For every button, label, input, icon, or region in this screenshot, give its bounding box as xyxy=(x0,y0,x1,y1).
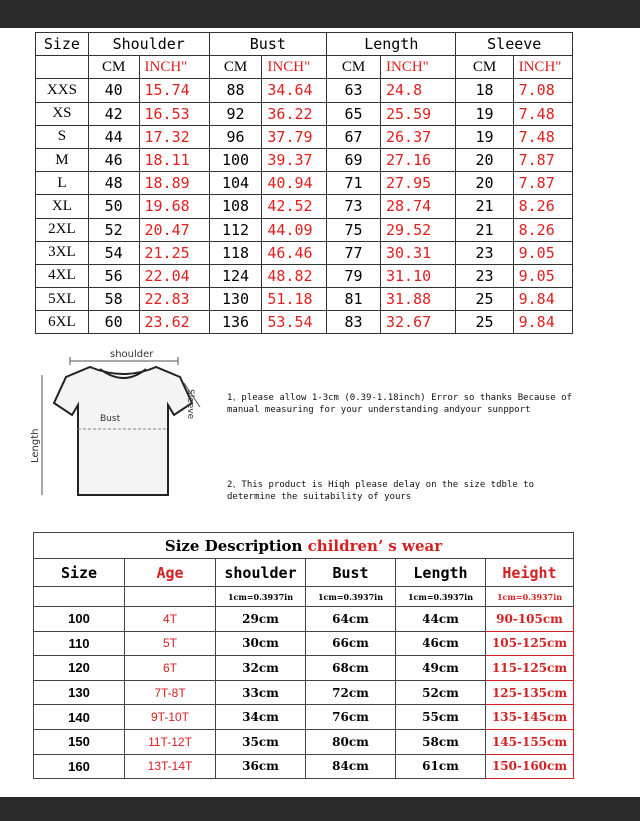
shoulder-label: shoulder xyxy=(110,349,154,360)
adult-cell-shoulder-in: 23.62 xyxy=(139,311,209,334)
kids-cell-age: 6T xyxy=(125,656,216,681)
adult-cell-sleeve-cm: 23 xyxy=(456,241,513,264)
kids-cell-shoulder: 33cm xyxy=(216,680,306,705)
adult-cell-shoulder-cm: 46 xyxy=(88,148,139,171)
length-label: Length xyxy=(30,428,41,463)
adult-cell-sleeve-in: 7.87 xyxy=(513,172,572,195)
adult-cell-sleeve-in: 9.84 xyxy=(513,311,572,334)
adult-cell-length-cm: 77 xyxy=(327,241,381,264)
kids-cell-size: 100 xyxy=(34,607,125,632)
adult-cell-bust-in: 51.18 xyxy=(262,288,327,311)
kids-title-red: children’ s wear xyxy=(307,536,443,555)
adult-cell-bust-in: 37.79 xyxy=(262,125,327,148)
kids-cell-shoulder: 35cm xyxy=(216,729,306,754)
kids-cell-shoulder: 29cm xyxy=(216,607,306,632)
adult-cell-length-in: 32.67 xyxy=(381,311,456,334)
adult-cell-shoulder-in: 21.25 xyxy=(139,241,209,264)
adult-cell-sleeve-cm: 20 xyxy=(456,172,513,195)
tshirt-icon xyxy=(54,367,192,495)
adult-cell-sleeve-cm: 19 xyxy=(456,125,513,148)
adult-size-row xyxy=(36,264,573,287)
adult-cell-sleeve-in: 8.26 xyxy=(513,195,572,218)
kids-size-row xyxy=(34,754,574,779)
adult-cell-bust-cm: 104 xyxy=(209,172,262,195)
adult-cell-length-cm: 83 xyxy=(327,311,381,334)
adult-cell-bust-in: 46.46 xyxy=(262,241,327,264)
kids-cell-age: 13T-14T xyxy=(125,754,216,779)
adult-cell-length-cm: 71 xyxy=(327,172,381,195)
adult-size-row xyxy=(36,102,573,125)
adult-cell-length-in: 28.74 xyxy=(381,195,456,218)
adult-cell-shoulder-cm: 48 xyxy=(88,172,139,195)
kids-cell-height: 90-105cm xyxy=(486,607,574,632)
inch-unit: INCH" xyxy=(139,56,209,79)
kids-size-row xyxy=(34,631,574,656)
adult-size-row xyxy=(36,288,573,311)
adult-size-row xyxy=(36,125,573,148)
adult-cell-sleeve-cm: 19 xyxy=(456,102,513,125)
adult-cell-length-cm: 67 xyxy=(327,125,381,148)
adult-cell-size: 6XL xyxy=(36,311,89,334)
kids-cell-shoulder: 36cm xyxy=(216,754,306,779)
adult-cell-sleeve-cm: 20 xyxy=(456,148,513,171)
kids-cell-size: 140 xyxy=(34,705,125,730)
adult-cell-size: XXS xyxy=(36,79,89,102)
kids-cell-age: 7T-8T xyxy=(125,680,216,705)
kids-length-header: Length xyxy=(396,559,486,587)
adult-cell-shoulder-cm: 40 xyxy=(88,79,139,102)
adult-size-row xyxy=(36,79,573,102)
adult-cell-sleeve-cm: 21 xyxy=(456,195,513,218)
kids-cell-height: 115-125cm xyxy=(486,656,574,681)
kids-unit-row xyxy=(34,587,574,607)
kids-size-row xyxy=(34,680,574,705)
adult-cell-bust-in: 39.37 xyxy=(262,148,327,171)
adult-cell-shoulder-in: 15.74 xyxy=(139,79,209,102)
adult-cell-shoulder-in: 22.04 xyxy=(139,264,209,287)
adult-cell-bust-cm: 124 xyxy=(209,264,262,287)
adult-cell-size: 4XL xyxy=(36,264,89,287)
adult-cell-length-cm: 73 xyxy=(327,195,381,218)
adult-cell-bust-in: 44.09 xyxy=(262,218,327,241)
kids-cell-length: 44cm xyxy=(396,607,486,632)
kids-bust-header: Bust xyxy=(306,559,396,587)
adult-cell-sleeve-cm: 21 xyxy=(456,218,513,241)
adult-cell-length-in: 31.88 xyxy=(381,288,456,311)
kids-size-row xyxy=(34,656,574,681)
adult-cell-length-in: 30.31 xyxy=(381,241,456,264)
adult-cell-bust-cm: 92 xyxy=(209,102,262,125)
kids-cell-height: 150-160cm xyxy=(486,754,574,779)
kids-cell-length: 52cm xyxy=(396,680,486,705)
adult-cell-sleeve-in: 7.48 xyxy=(513,102,572,125)
adult-size-row xyxy=(36,241,573,264)
adult-size-row xyxy=(36,311,573,334)
kids-cell-size: 110 xyxy=(34,631,125,656)
kids-cell-age: 9T-10T xyxy=(125,705,216,730)
adult-cell-size: M xyxy=(36,148,89,171)
kids-cell-shoulder: 34cm xyxy=(216,705,306,730)
kids-title xyxy=(34,533,574,559)
adult-header-row xyxy=(36,33,573,56)
blank-cell xyxy=(125,587,216,607)
adult-cell-size: 3XL xyxy=(36,241,89,264)
adult-cell-sleeve-in: 9.84 xyxy=(513,288,572,311)
adult-cell-shoulder-cm: 56 xyxy=(88,264,139,287)
size-header: Size xyxy=(36,33,89,56)
kids-title-black: Size Description xyxy=(164,536,308,555)
adult-cell-shoulder-in: 17.32 xyxy=(139,125,209,148)
kids-shoulder-header: shoulder xyxy=(216,559,306,587)
adult-cell-length-in: 25.59 xyxy=(381,102,456,125)
kids-cell-length: 55cm xyxy=(396,705,486,730)
kids-cell-age: 5T xyxy=(125,631,216,656)
adult-cell-length-in: 27.95 xyxy=(381,172,456,195)
adult-cell-bust-in: 42.52 xyxy=(262,195,327,218)
kids-cell-height: 145-155cm xyxy=(486,729,574,754)
adult-size-row xyxy=(36,195,573,218)
tshirt-diagram xyxy=(28,345,208,510)
kids-cell-height: 135-145cm xyxy=(486,705,574,730)
kids-size-header: Size xyxy=(34,559,125,587)
blank-cell xyxy=(36,56,89,79)
kids-cell-age: 11T-12T xyxy=(125,729,216,754)
kids-cell-height: 125-135cm xyxy=(486,680,574,705)
kids-length-unit: 1cm=0.3937in xyxy=(396,587,486,607)
kids-cell-length: 58cm xyxy=(396,729,486,754)
adult-cell-sleeve-in: 7.48 xyxy=(513,125,572,148)
adult-cell-length-cm: 81 xyxy=(327,288,381,311)
cm-unit: CM xyxy=(456,56,513,79)
adult-cell-shoulder-cm: 54 xyxy=(88,241,139,264)
adult-cell-sleeve-in: 7.08 xyxy=(513,79,572,102)
kids-cell-bust: 80cm xyxy=(306,729,396,754)
kids-cell-bust: 72cm xyxy=(306,680,396,705)
top-dark-bar xyxy=(0,0,640,28)
adult-cell-sleeve-in: 9.05 xyxy=(513,264,572,287)
adult-cell-bust-cm: 96 xyxy=(209,125,262,148)
bust-header: Bust xyxy=(209,33,327,56)
inch-unit: INCH" xyxy=(262,56,327,79)
note-1: 1、please allow 1-3cm (0.39-1.18inch) Error so thanks Because of manual measuring for your understanding andyour sunpport xyxy=(227,393,572,415)
adult-cell-shoulder-in: 20.47 xyxy=(139,218,209,241)
adult-cell-sleeve-cm: 18 xyxy=(456,79,513,102)
kids-height-header: Height xyxy=(486,559,574,587)
kids-cell-size: 120 xyxy=(34,656,125,681)
kids-height-unit: 1cm=0.3937in xyxy=(486,587,574,607)
adult-cell-length-cm: 69 xyxy=(327,148,381,171)
adult-cell-bust-in: 48.82 xyxy=(262,264,327,287)
adult-cell-bust-cm: 100 xyxy=(209,148,262,171)
kids-bust-unit: 1cm=0.3937in xyxy=(306,587,396,607)
adult-cell-length-in: 26.37 xyxy=(381,125,456,148)
adult-cell-bust-in: 53.54 xyxy=(262,311,327,334)
kids-cell-bust: 66cm xyxy=(306,631,396,656)
adult-cell-bust-in: 34.64 xyxy=(262,79,327,102)
adult-unit-row xyxy=(36,56,573,79)
adult-cell-length-in: 24.8 xyxy=(381,79,456,102)
kids-cell-length: 49cm xyxy=(396,656,486,681)
adult-cell-shoulder-in: 18.89 xyxy=(139,172,209,195)
tshirt-svg xyxy=(28,345,208,510)
cm-unit: CM xyxy=(209,56,262,79)
bust-label: Bust xyxy=(100,414,121,424)
adult-cell-shoulder-cm: 44 xyxy=(88,125,139,148)
shoulder-header: Shoulder xyxy=(88,33,209,56)
adult-cell-shoulder-cm: 60 xyxy=(88,311,139,334)
adult-cell-sleeve-cm: 25 xyxy=(456,311,513,334)
kids-cell-height: 105-125cm xyxy=(486,631,574,656)
adult-cell-sleeve-in: 7.87 xyxy=(513,148,572,171)
adult-cell-size: L xyxy=(36,172,89,195)
adult-cell-length-in: 31.10 xyxy=(381,264,456,287)
adult-cell-bust-cm: 136 xyxy=(209,311,262,334)
note-2: 2、This product is Hiqh please delay on the size tdble to determine the suitability of yours xyxy=(227,480,535,502)
kids-cell-bust: 84cm xyxy=(306,754,396,779)
kids-size-row xyxy=(34,705,574,730)
adult-size-table xyxy=(35,32,573,334)
adult-cell-size: 2XL xyxy=(36,218,89,241)
kids-cell-shoulder: 30cm xyxy=(216,631,306,656)
adult-cell-shoulder-cm: 42 xyxy=(88,102,139,125)
kids-cell-bust: 64cm xyxy=(306,607,396,632)
adult-cell-shoulder-cm: 50 xyxy=(88,195,139,218)
kids-cell-age: 4T xyxy=(125,607,216,632)
kids-header-row xyxy=(34,559,574,587)
adult-cell-sleeve-cm: 23 xyxy=(456,264,513,287)
inch-unit: INCH" xyxy=(381,56,456,79)
adult-cell-size: 5XL xyxy=(36,288,89,311)
kids-cell-size: 160 xyxy=(34,754,125,779)
blank-cell xyxy=(34,587,125,607)
kids-size-row xyxy=(34,729,574,754)
kids-cell-size: 150 xyxy=(34,729,125,754)
adult-size-row xyxy=(36,148,573,171)
adult-cell-length-cm: 79 xyxy=(327,264,381,287)
adult-cell-length-cm: 63 xyxy=(327,79,381,102)
adult-cell-sleeve-in: 8.26 xyxy=(513,218,572,241)
kids-title-row xyxy=(34,533,574,559)
length-header: Length xyxy=(327,33,456,56)
kids-cell-bust: 76cm xyxy=(306,705,396,730)
adult-cell-bust-cm: 118 xyxy=(209,241,262,264)
kids-cell-length: 46cm xyxy=(396,631,486,656)
adult-cell-bust-cm: 112 xyxy=(209,218,262,241)
adult-cell-shoulder-in: 18.11 xyxy=(139,148,209,171)
adult-cell-bust-cm: 130 xyxy=(209,288,262,311)
adult-cell-length-in: 29.52 xyxy=(381,218,456,241)
kids-shoulder-unit: 1cm=0.3937in xyxy=(216,587,306,607)
adult-cell-shoulder-cm: 58 xyxy=(88,288,139,311)
inch-unit: INCH" xyxy=(513,56,572,79)
adult-cell-sleeve-in: 9.05 xyxy=(513,241,572,264)
cm-unit: CM xyxy=(88,56,139,79)
adult-cell-bust-in: 36.22 xyxy=(262,102,327,125)
adult-cell-length-cm: 75 xyxy=(327,218,381,241)
sleeve-header: Sleeve xyxy=(456,33,573,56)
adult-cell-size: XL xyxy=(36,195,89,218)
kids-cell-length: 61cm xyxy=(396,754,486,779)
bottom-dark-bar xyxy=(0,797,640,821)
adult-size-row xyxy=(36,172,573,195)
adult-cell-bust-in: 40.94 xyxy=(262,172,327,195)
adult-cell-sleeve-cm: 25 xyxy=(456,288,513,311)
sleeve-label: Sleeve xyxy=(185,389,195,420)
adult-cell-size: XS xyxy=(36,102,89,125)
kids-size-row xyxy=(34,607,574,632)
kids-cell-size: 130 xyxy=(34,680,125,705)
adult-cell-shoulder-in: 19.68 xyxy=(139,195,209,218)
adult-cell-shoulder-in: 16.53 xyxy=(139,102,209,125)
adult-cell-length-in: 27.16 xyxy=(381,148,456,171)
kids-size-table xyxy=(33,532,574,779)
adult-cell-length-cm: 65 xyxy=(327,102,381,125)
adult-cell-shoulder-cm: 52 xyxy=(88,218,139,241)
kids-age-header: Age xyxy=(125,559,216,587)
kids-cell-bust: 68cm xyxy=(306,656,396,681)
adult-cell-shoulder-in: 22.83 xyxy=(139,288,209,311)
adult-cell-size: S xyxy=(36,125,89,148)
adult-size-row xyxy=(36,218,573,241)
adult-cell-bust-cm: 108 xyxy=(209,195,262,218)
adult-cell-bust-cm: 88 xyxy=(209,79,262,102)
cm-unit: CM xyxy=(327,56,381,79)
kids-cell-shoulder: 32cm xyxy=(216,656,306,681)
